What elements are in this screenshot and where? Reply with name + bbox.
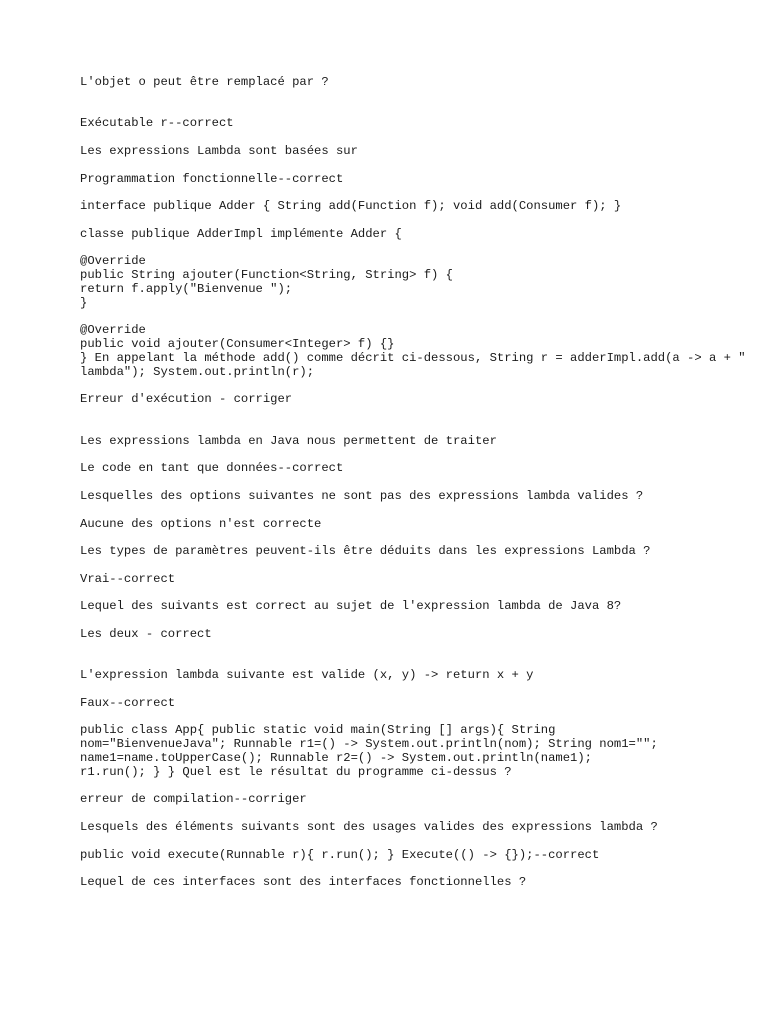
text-line: r1.run(); } } Quel est le résultat du programme ci-dessus ? [80,764,512,779]
blank-line [80,407,768,421]
blank-line [80,807,768,821]
text-line: } [80,295,88,310]
blank-line [80,214,768,228]
document-body [80,76,768,890]
blank-line [80,504,768,518]
blank-line [80,531,768,545]
text-line: Faux--correct [80,695,176,710]
text-line: L'objet o peut être remplacé par ? [80,76,329,89]
text-line: Les deux - correct [80,626,212,641]
blank-line [80,835,768,849]
blank-line [80,862,768,876]
text-line: public class App{ public static void main(String [] args){ String [80,723,556,738]
text-line: Lequel de ces interfaces sont des interfaces fonctionnelles ? [80,875,527,890]
blank-line [80,380,768,394]
text-line: Erreur d'exécution - corriger [80,392,293,407]
text-line: name1=name.toUpperCase(); Runnable r2=() -> System.out.println(name1); [80,751,592,766]
text-line: nom="BienvenueJava"; Runnable r1=() -> System.out.println(nom); String nom1=""; [80,737,658,752]
text-line: interface publique Adder { String add(Function f); void add(Consumer f); } [80,199,622,214]
blank-line [80,586,768,600]
text-line: Le code en tant que données--correct [80,461,344,476]
text-line: public String ajouter(Function<String, String> f) { [80,268,453,283]
blank-line [80,421,768,435]
text-line: erreur de compilation--corriger [80,792,307,807]
blank-line [80,159,768,173]
text-line: Lesquelles des options suivantes ne sont pas des expressions lambda valides ? [80,488,644,503]
text-line: Les types de paramètres peuvent-ils être déduits dans les expressions Lambda ? [80,544,651,559]
blank-line [80,131,768,145]
blank-line [80,559,768,573]
text-line: Aucune des options n'est correcte [80,516,322,531]
blank-line [80,655,768,669]
blank-line [80,683,768,697]
text-line: Lesquels des éléments suivants sont des usages valides des expressions lambda ? [80,820,658,835]
blank-line [80,242,768,256]
blank-line [80,642,768,656]
blank-line [80,90,768,104]
blank-line [80,186,768,200]
text-line: lambda"); System.out.println(r); [80,364,315,379]
text-line: @Override [80,254,146,269]
text-line: classe publique AdderImpl implémente Adder { [80,226,402,241]
text-line: public void ajouter(Consumer<Integer> f) {} [80,337,395,352]
text-line: } En appelant la méthode add() comme décrit ci-dessous, String r = adderImpl.add(a -> a + " [80,350,746,365]
text-line: Vrai--correct [80,571,176,586]
text-line: @Override [80,323,146,338]
text-line: public void execute(Runnable r){ r.run(); } Execute(() -> {});--correct [80,847,600,862]
blank-line [80,614,768,628]
blank-line [80,311,768,325]
text-line: L'expression lambda suivante est valide (x, y) -> return x + y [80,668,534,683]
text-line: Les expressions lambda en Java nous permettent de traiter [80,433,497,448]
text-line: Programmation fonctionnelle--correct [80,171,344,186]
blank-line [80,449,768,463]
blank-line [80,711,768,725]
blank-line [80,104,768,118]
text-line: Lequel des suivants est correct au sujet de l'expression lambda de Java 8? [80,599,622,614]
blank-line [80,780,768,794]
blank-line [80,476,768,490]
text-line: return f.apply("Bienvenue "); [80,281,293,296]
text-line: Les expressions Lambda sont basées sur [80,143,358,158]
text-line: Exécutable r--correct [80,116,234,131]
